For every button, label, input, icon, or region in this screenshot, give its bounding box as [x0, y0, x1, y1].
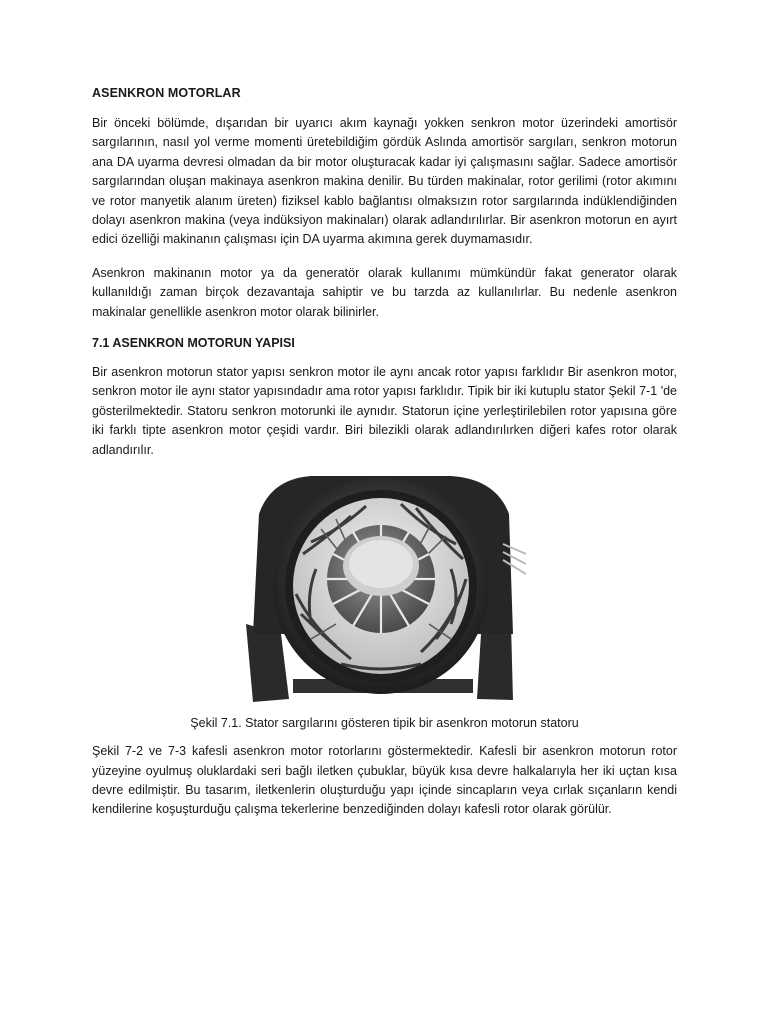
page-heading: ASENKRON MOTORLAR — [92, 86, 241, 100]
section-heading: 7.1 ASENKRON MOTORUN YAPISI — [92, 336, 295, 351]
document-page — [92, 86, 677, 834]
paragraph-usage: Asenkron makinanın motor ya da generatör olarak kullanımı mümkündür fakat generator olarak kullanıldığı zaman birçok dezavantaja sahiptir ve bu tarzda az kullanılırlar. Bu nedenle asenkron makinalar genellikle asenkron motor olarak bilinirler. — [92, 265, 677, 319]
paragraph-cage-rotor: Şekil 7-2 ve 7-3 kafesli asenkron motor rotorlarını göstermektedir. Kafesli bir asenkron motorun rotor yüzeyine oyulmuş oluklardaki seri bağlı iletken çubuklar, büyük kısa devre halkalarıyla her iki uçtan kısa devre edilmiştir. Bu tasarım, iletkenlerin oluşturduğu yapı içinde sincapların veya cırlak sıçanların kendi kendilerine koşuşturduğu çalışma tekerlerine benzediğinden dolayı kafesli rotor olarak görülür. — [92, 744, 677, 817]
stator-figure — [92, 474, 677, 706]
figure-caption: Şekil 7.1. Stator sargılarını gösteren tipik bir asenkron motorun statoru — [190, 716, 579, 731]
paragraph-intro: Bir önceki bölümde, dışarıdan bir uyarıcı akım kaynağı yokken senkron motor üzerindeki amortisör sargılarının, nasıl yol verme momenti üretebildiğim gördük Aslında amortisör sargıları, senkron motorun ana DA uyarma devresi olmadan da bir motor oluşturacak kadar iyi çalışmasını sağlar. Sadece amortisör sargılarından oluşan makinaya asenkron makina denilir. Bu türden makinalar, rotor gerilimi (rotor akımını ve rotor manyetik alanım üreten) fiziksel kablo bağlantısı olmaksızın rotor sargılarında indüklendiğinden dolayı asenkron makina (veya indüksiyon makinaları) olarak adlandırılırlar. Bir asenkron motorun en ayırt edici özelliği makinanın çalışması için DA uyarma akımına gerek duymamasıdır. — [92, 116, 677, 247]
stator-photo — [241, 474, 526, 706]
paragraph-structure: Bir asenkron motorun stator yapısı senkron motor ile aynı ancak rotor yapısı farklıdır Bir asenkron motor, senkron motor ile aynı stator yapısındadır ama rotor yapısı farklıdır. Tipik bir iki kutuplu stator Şekil 7-1 'de gösterilmektedir. Statoru senkron motorunki ile aynıdır. Statorun içine yerleştirilebilen rotor yapısına göre iki farklı tipte asenkron motor çeşidi vardır. Biri bilezikli olarak adlandırılırken diğeri kafes rotor olarak adlandırılır. — [92, 365, 677, 457]
